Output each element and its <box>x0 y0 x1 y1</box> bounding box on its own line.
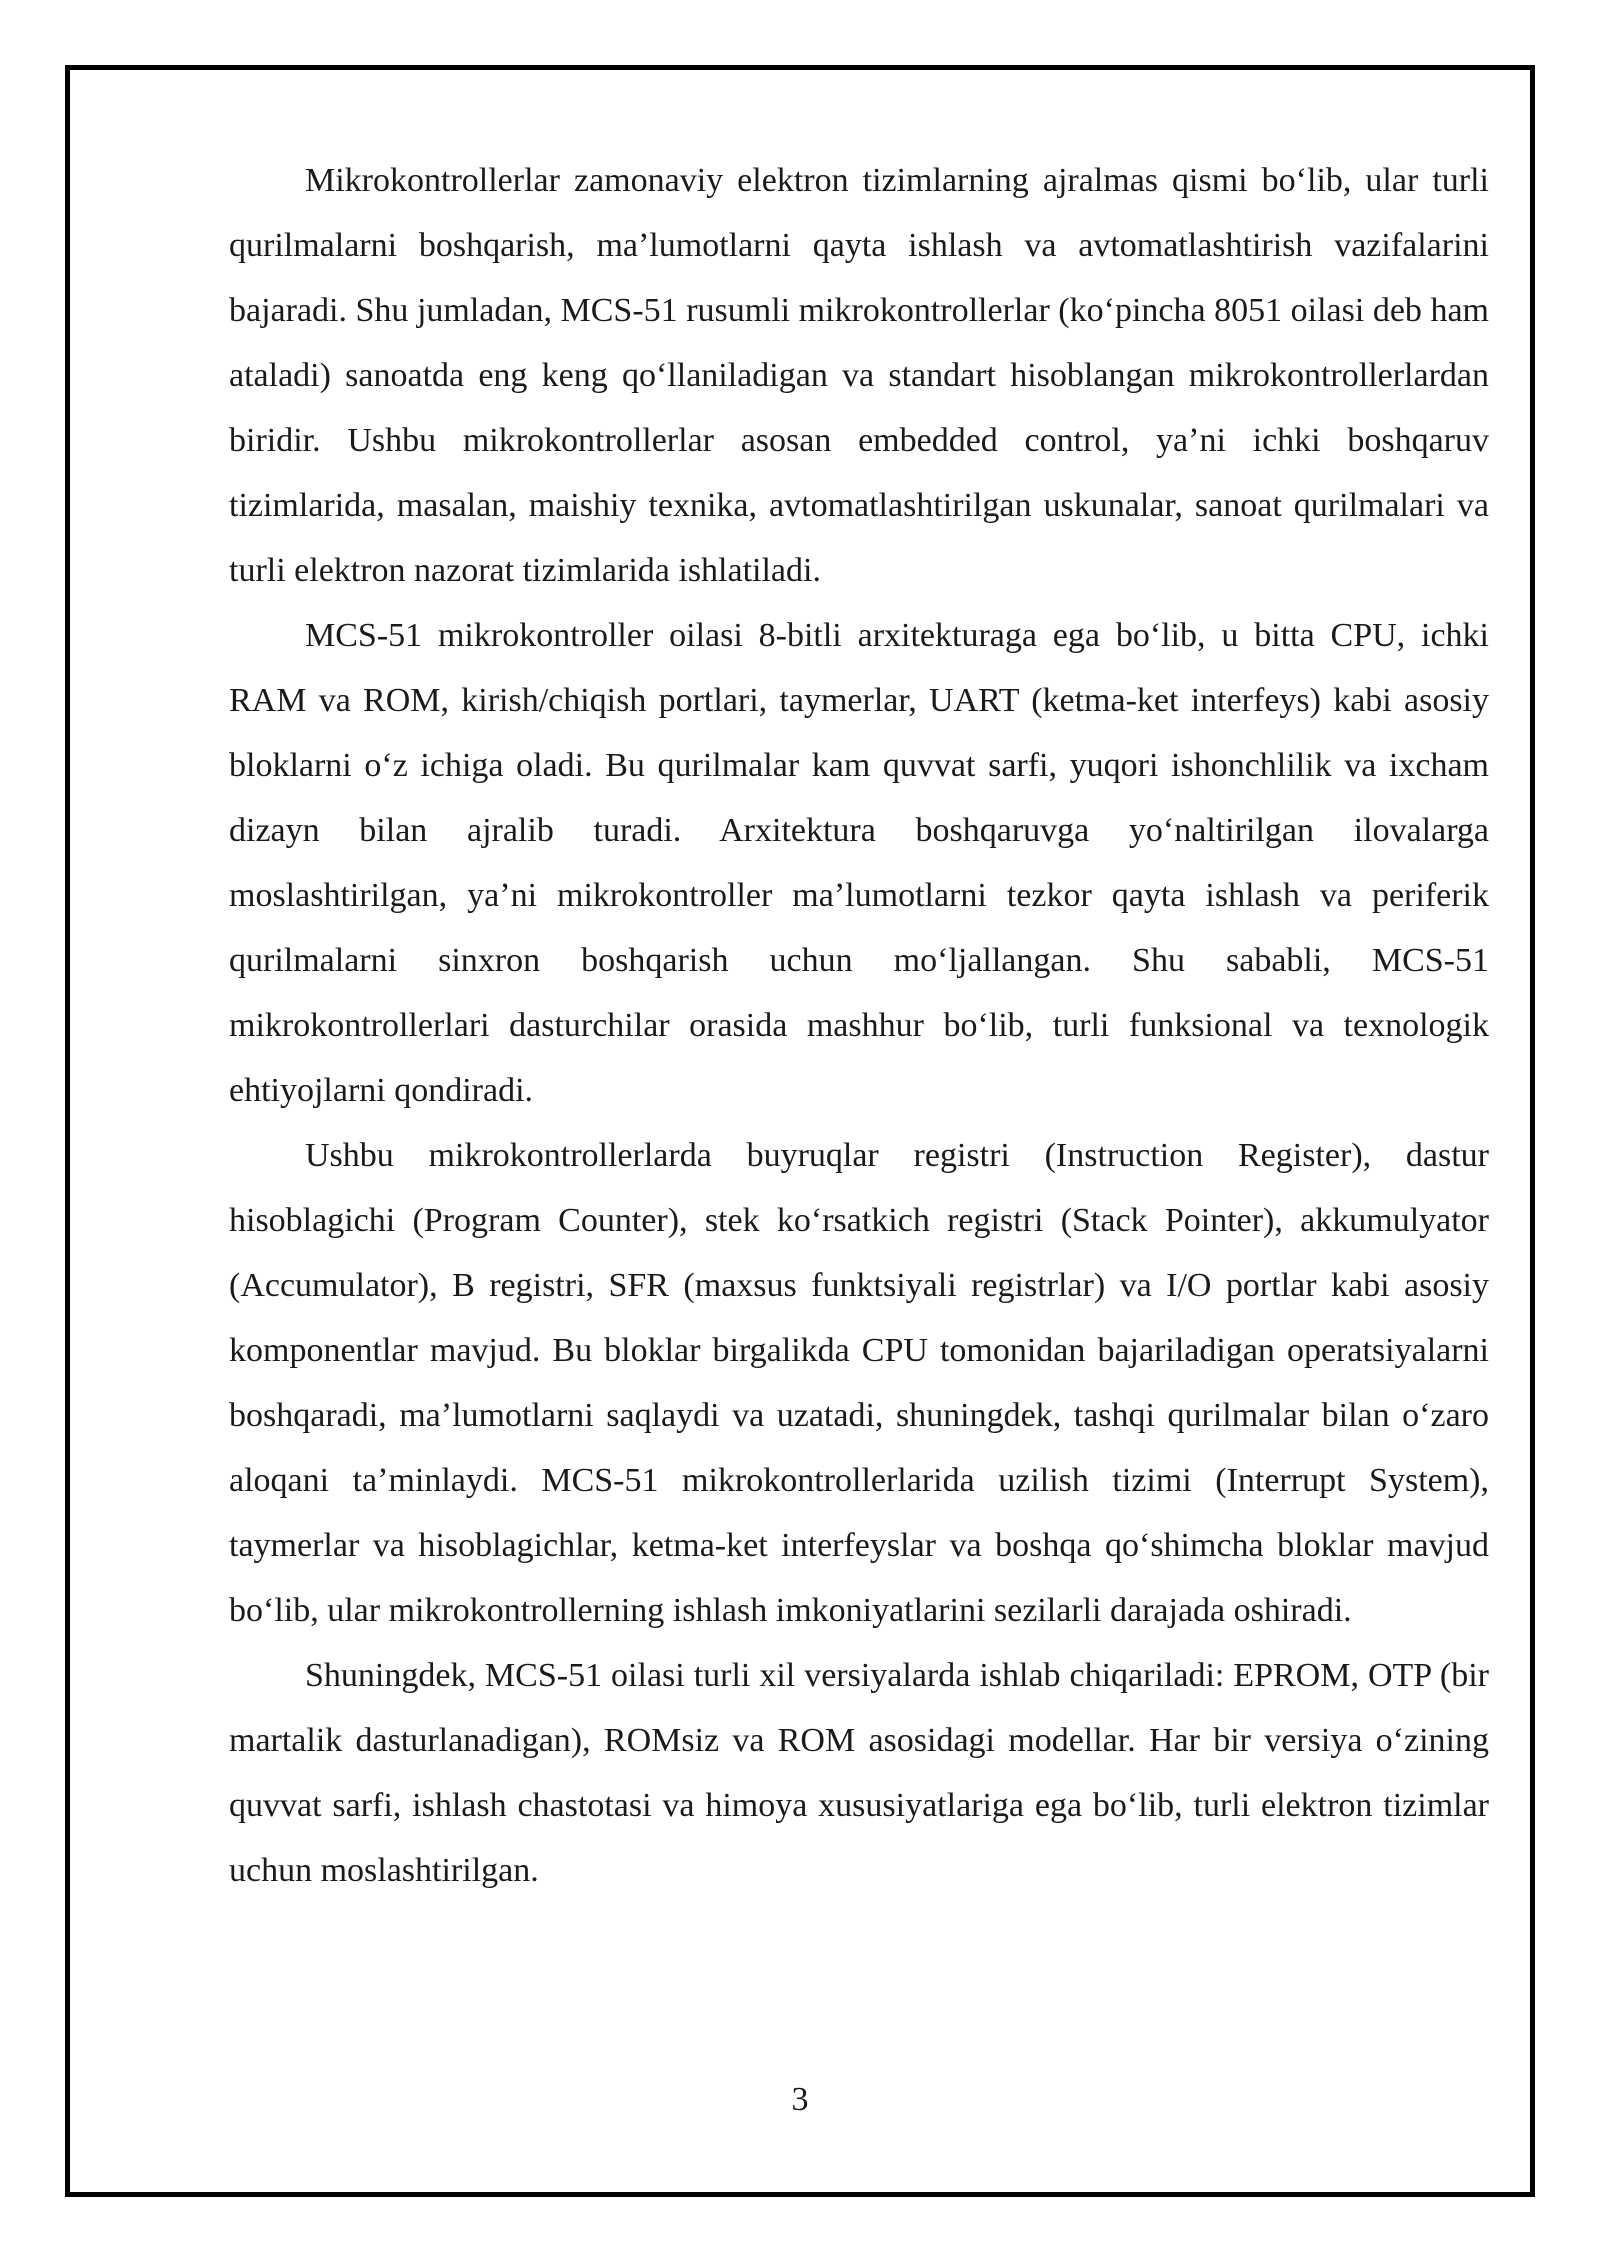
document-body <box>229 148 1489 1903</box>
page-number: 3 <box>791 2081 809 2118</box>
paragraph-architecture: MCS-51 mikrokontroller oilasi 8-bitli arxitekturaga ega boʻlib, u bitta CPU, ichki RAM va ROM, kirish/chiqish portlari, taymerlar, UART (ketma-ket interfeys) kabi asosiy bloklarni oʻz ichiga oladi. Bu qurilmalar kam quvvat sarfi, yuqori ishonchlilik va ixcham dizayn bilan ajralib turadi. Arxitektura boshqaruvga yoʻnaltirilgan ilovalarga moslashtirilgan, yaʼni mikrokontroller maʼlumotlarni tezkor qayta ishlash va periferik qurilmalarni sinxron boshqarish uchun moʻljallangan. Shu sababli, MCS-51 mikrokontrollerlari dasturchilar orasida mashhur boʻlib, turli funksional va texnologik ehtiyojlarni qondiradi. <box>229 617 1489 1109</box>
paragraph-components: Ushbu mikrokontrollerlarda buyruqlar registri (Instruction Register), dastur hisoblagichi (Program Counter), stek koʻrsatkich registri (Stack Pointer), akkumulyator (Accumulator), B registri, SFR (maxsus funktsiyali registrlar) va I/O portlar kabi asosiy komponentlar mavjud. Bu bloklar birgalikda CPU tomonidan bajariladigan operatsiyalarni boshqaradi, maʼlumotlarni saqlaydi va uzatadi, shuningdek, tashqi qurilmalar bilan oʻzaro aloqani taʼminlaydi. MCS-51 mikrokontrollerlarida uzilish tizimi (Interrupt System), taymerlar va hisoblagichlar, ketma-ket interfeyslar va boshqa qoʻshimcha bloklar mavjud boʻlib, ular mikrokontrollerning ishlash imkoniyatlarini sezilarli darajada oshiradi. <box>229 1137 1489 1629</box>
paragraph-intro: Mikrokontrollerlar zamonaviy elektron tizimlarning ajralmas qismi boʻlib, ular turli qurilmalarni boshqarish, maʼlumotlarni qayta ishlash va avtomatlashtirish vazifalarini bajaradi. Shu jumladan, MCS-51 rusumli mikrokontrollerlar (koʻpincha 8051 oilasi deb ham ataladi) sanoatda eng keng qoʻllaniladigan va standart hisoblangan mikrokontrollerlardan biridir. Ushbu mikrokontrollerlar asosan embedded control, yaʼni ichki boshqaruv tizimlarida, masalan, maishiy texnika, avtomatlashtirilgan uskunalar, sanoat qurilmalari va turli elektron nazorat tizimlarida ishlatiladi. <box>229 162 1489 589</box>
paragraph-versions: Shuningdek, MCS-51 oilasi turli xil versiyalarda ishlab chiqariladi: EPROM, OTP (bir martalik dasturlanadigan), ROMsiz va ROM asosidagi modellar. Har bir versiya oʻzining quvvat sarfi, ishlash chastotasi va himoya xususiyatlariga ega boʻlib, turli elektron tizimlar uchun moslashtirilgan. <box>229 1657 1489 1889</box>
